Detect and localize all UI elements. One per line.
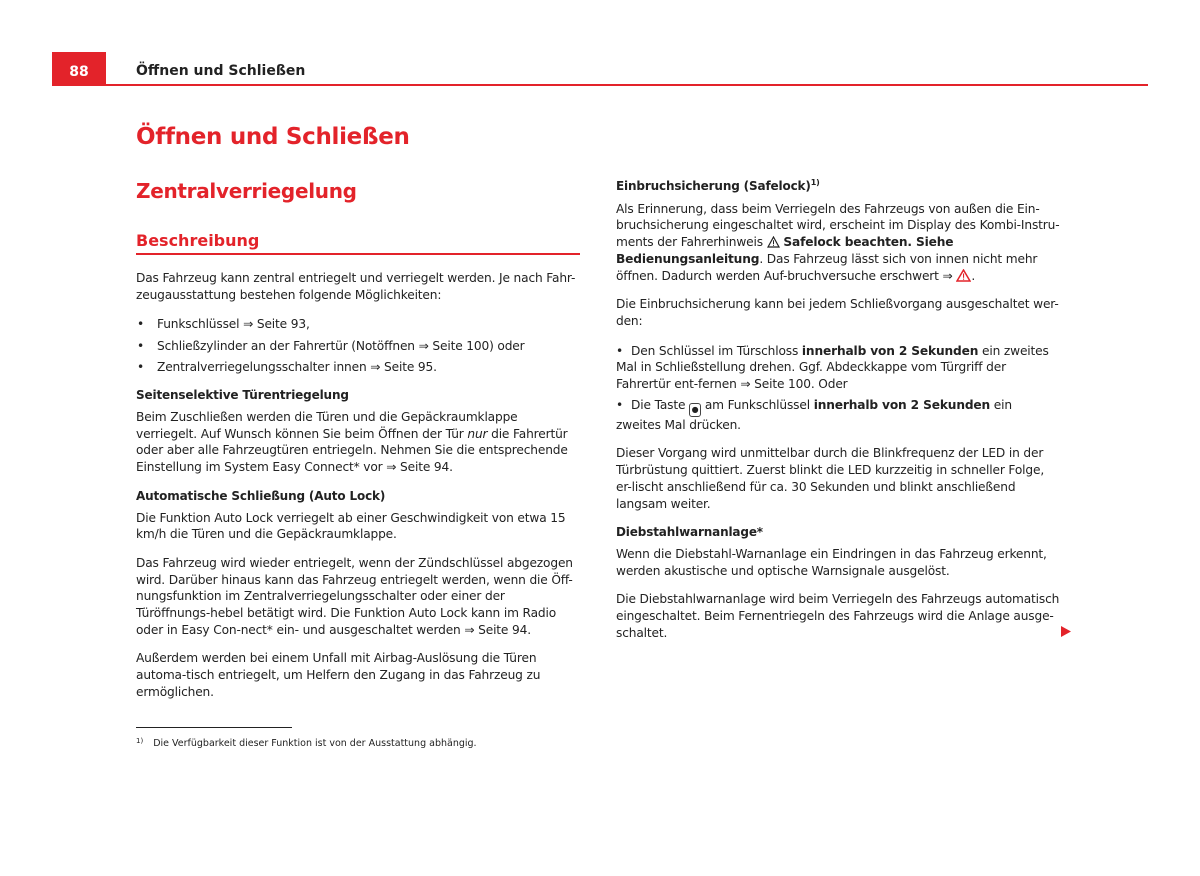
alarm-paragraph: Wenn die Diebstahl-Warnanlage ein Eindringen in das Fahrzeug erkennt, werden akustische und optische Warnsignale ausgelöst. (616, 546, 1047, 578)
section-title: Zentralverriegelung (136, 179, 357, 203)
auto-unlock-paragraph: Das Fahrzeug wird wieder entriegelt, wenn der Zündschlüssel abgezogen wird. Darüber hinaus kann das Fahrzeug entriegelt werden, wenn die Öff-nungsfunktion im Zentralverriegelungsschalter oder einer der Türöffnungs-hebel betätigt wird. Die Funktion Auto Lock kann im Radio oder in Easy Con-nect* ein- und ausgeschaltet werden ⇒ Seite 94. (136, 555, 573, 637)
subsection-title: Beschreibung (136, 231, 260, 250)
running-header-title: Öffnen und Schließen (136, 63, 306, 79)
alarm-activation-paragraph: Die Diebstahlwarnanlage wird beim Verriegeln des Fahrzeugs automatisch eingeschaltet. Beim Fernentriegeln des Fahrzeugs wird die Anlage ausge-schaltet. (616, 592, 1060, 640)
right-column (616, 178, 1060, 641)
door-unlock-heading: Seitenselektive Türentriegelung (136, 388, 349, 403)
list-item: • Zentralverriegelungsschalter innen ⇒ Seite 95. (137, 359, 437, 374)
safelock-off-paragraph: Die Einbruchsicherung kann bei jedem Schließvorgang ausgeschaltet wer-den: (616, 297, 1059, 328)
footnote: $^{1)}$ Die Verfügbarkeit dieser Funktion ist von der Ausstattung abhängig. (136, 737, 477, 749)
list-item: • Die Taste ● am Funkschlüssel innerhalb von 2 Sekunden ein zweites Mal drücken. (616, 397, 1012, 432)
bullet-icon: • (137, 359, 145, 374)
accident-unlock-paragraph: Außerdem werden bei einem Unfall mit Airbag-Auslösung die Türen automa-tisch entriegelt, um Helfern den Zugang in das Fahrzeug zu ermöglichen. (136, 651, 541, 699)
door-unlock-paragraph: Beim Zuschließen werden die Türen und die Gepäckraumklappe verriegelt. Auf Wunsch können Sie beim Öffnen der Tür nur die Fahrertür oder aber alle Fahrzeugtüren entriegeln. Nehmen Sie die entsprechende Einstellung im System Easy Connect* vor ⇒ Seite 94. (136, 410, 568, 475)
intro-paragraph: Das Fahrzeug kann zentral entriegelt und verriegelt werden. Je nach Fahr-zeugausstattung bestehen folgende Möglichkeiten: (136, 271, 576, 302)
header-rule (52, 84, 1148, 86)
warning-triangle-icon (767, 236, 780, 248)
alarm-heading: Diebstahlwarnanlage* (616, 525, 763, 540)
list-item: • Den Schlüssel im Türschloss innerhalb von 2 Sekunden ein zweites Mal in Schließstellung drehen. Ggf. Abdeckkappe vom Türgriff der Fahrertür ent-fernen ⇒ Seite 100. Oder (616, 343, 1049, 392)
bullet-icon: • (137, 317, 145, 332)
continue-arrow-icon (1061, 626, 1071, 637)
left-column (136, 270, 582, 701)
options-list (136, 316, 582, 375)
safelock-paragraph: Als Erinnerung, dass beim Verriegeln des Fahrzeugs von außen die Ein-bruchsicherung eingeschaltet wird, erscheint im Display des Kombi-Instru-ments der Fahrerhinweis Safelock beachten. Siehe Bedienungsanleitung. Das Fahrzeug lässt sich von innen nicht mehr öffnen. Dadurch werden Auf-bruchversuche erschwert ⇒ . (616, 201, 1060, 283)
page-number: 88 (52, 52, 106, 85)
auto-lock-paragraph: Die Funktion Auto Lock verriegelt ab einer Geschwindigkeit von etwa 15 km/h die Türen und die Gepäckraumklappe. (136, 510, 566, 542)
list-item: • Schließzylinder an der Fahrertür (Notöffnen ⇒ Seite 100) oder (137, 338, 525, 353)
list-item: • Funkschlüssel ⇒ Seite 93, (137, 317, 310, 332)
bullet-icon: • (616, 343, 624, 358)
subsection-rule (136, 253, 580, 255)
warning-triangle-icon (956, 269, 971, 282)
bullet-icon: • (616, 397, 624, 412)
lock-key-icon: ● (689, 403, 701, 417)
footnote-rule (136, 727, 292, 728)
auto-lock-heading: Automatische Schließung (Auto Lock) (136, 488, 386, 503)
bullet-icon: • (137, 338, 145, 353)
led-paragraph: Dieser Vorgang wird unmittelbar durch die Blinkfrequenz der LED in der Türbrüstung quittiert. Zuerst blinkt die LED kurzzeitig in schneller Folge, er-lischt anschließend für ca. 30 Sekunden und blinkt anschließend langsam weiter. (616, 446, 1045, 511)
chapter-title: Öffnen und Schließen (136, 124, 410, 150)
safelock-heading: Einbruchsicherung (Safelock)$^{1)}$ (616, 178, 820, 193)
